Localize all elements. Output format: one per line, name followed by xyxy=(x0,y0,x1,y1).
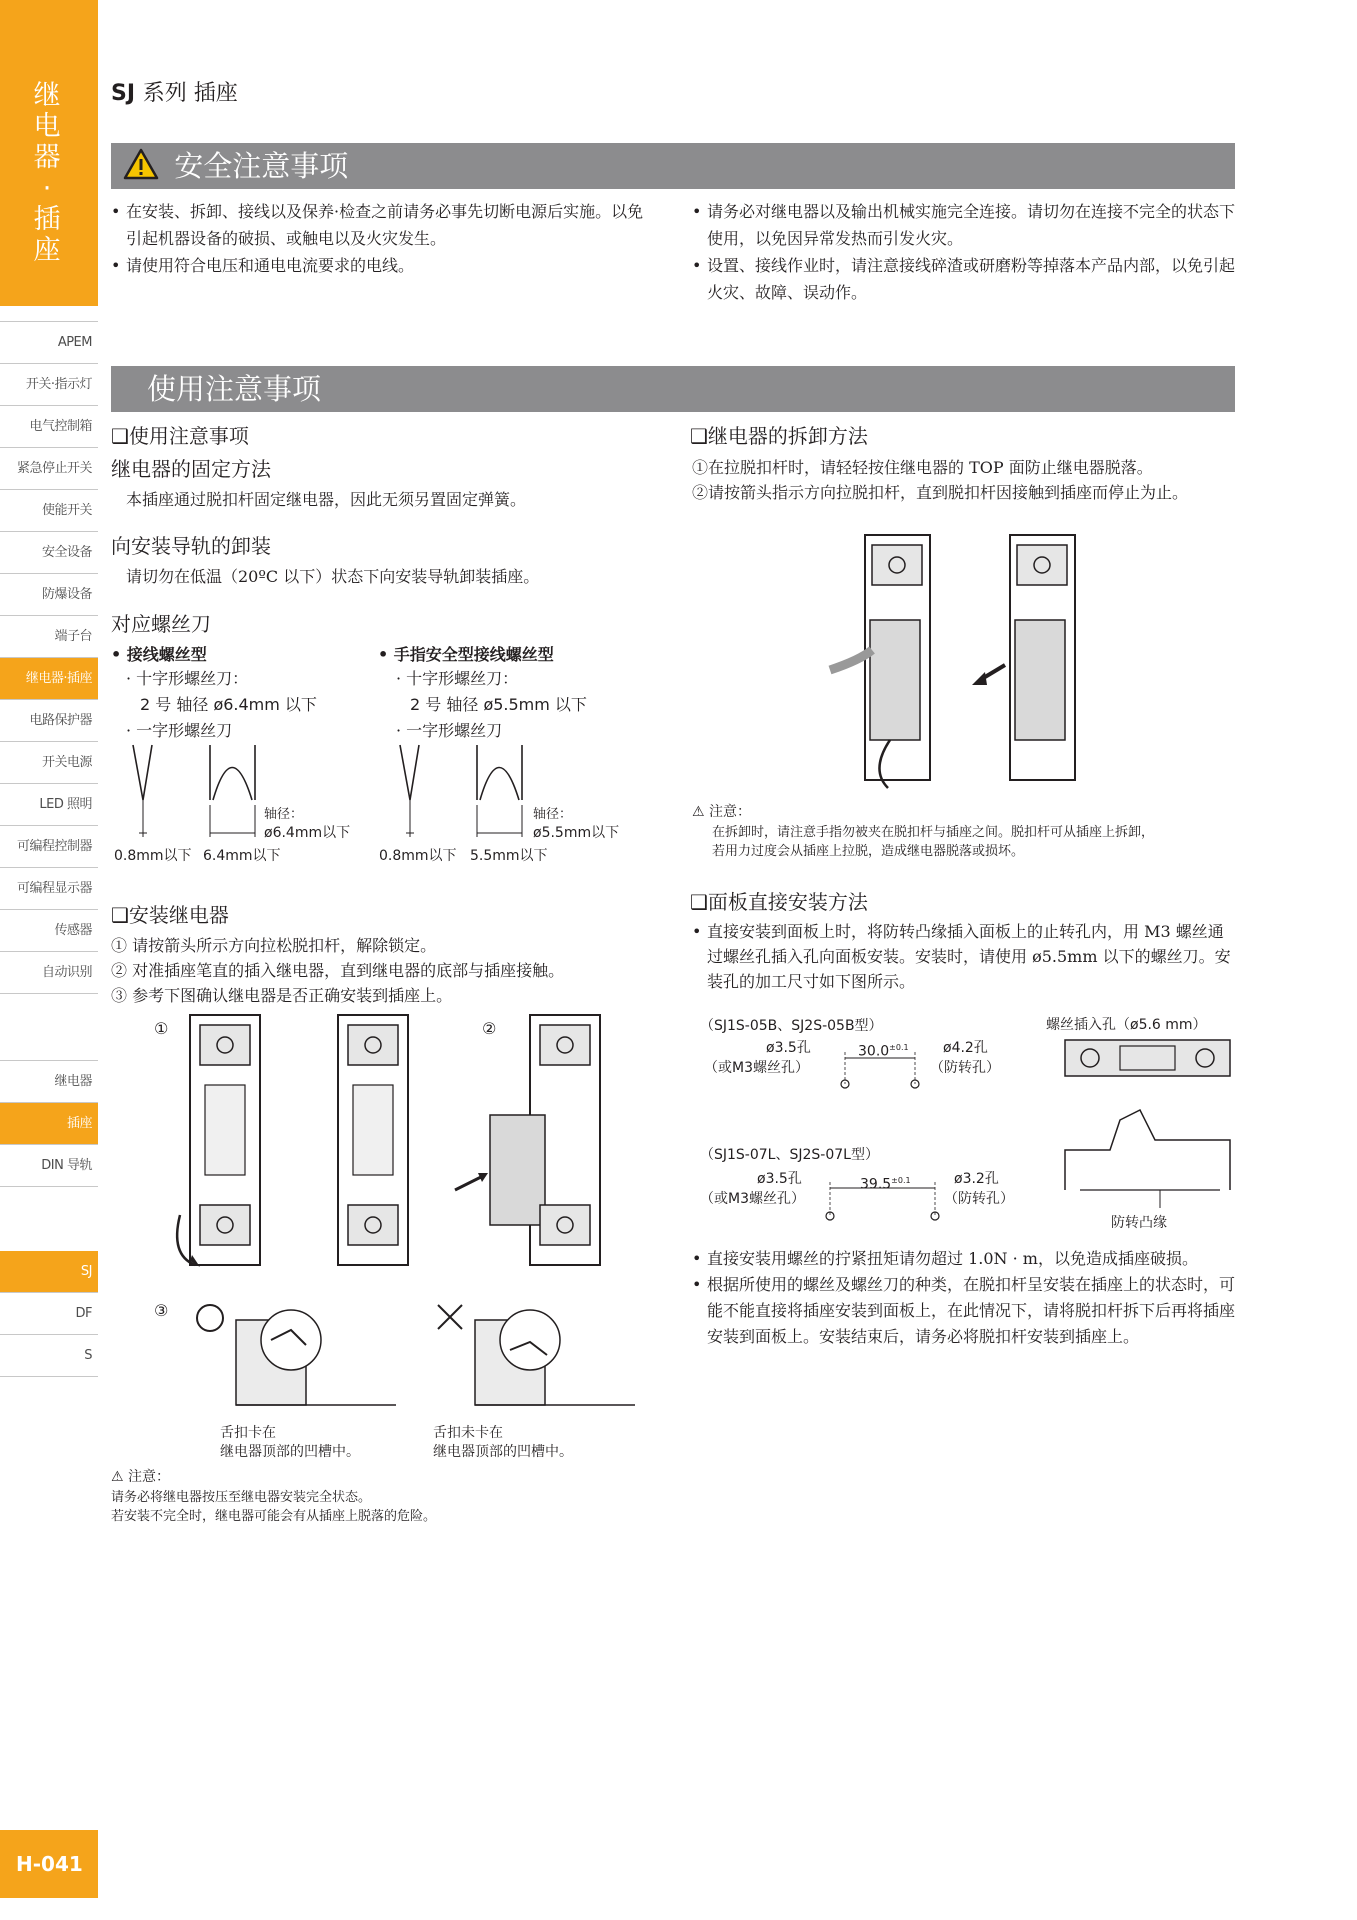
dim2-distance: $39.5^{\pm 0.1}$ xyxy=(860,1176,911,1193)
sidebar-item[interactable]: APEM xyxy=(0,322,98,364)
sidebar-item[interactable]: DIN 导轨 xyxy=(0,1145,98,1187)
sidebar-item[interactable]: DF xyxy=(0,1293,98,1335)
dim2-model: （SJ1S-07L、SJ2S-07L型） xyxy=(700,1147,879,1163)
driver-b-line1: · 十字形螺丝刀： xyxy=(396,669,519,688)
driver-a-line3: · 一字形螺丝刀 xyxy=(126,721,233,740)
driver-b-line2: 2 号 轴径 ø5.5mm 以下 xyxy=(410,695,587,714)
usage-heading-band xyxy=(111,366,1235,412)
list-item: • 请使用符合电压和通电电流要求的电线。 xyxy=(111,252,651,279)
dim2-hole-right-note: （防转孔） xyxy=(944,1191,1014,1207)
figure-mark-2: ② xyxy=(482,1019,497,1038)
sidebar-item[interactable]: 插座 xyxy=(0,1103,98,1145)
sidebar-item[interactable]: 端子台 xyxy=(0,616,98,658)
figure-mark-3: ③ xyxy=(154,1301,169,1320)
driver-a-axis-val: ø6.4mm以下 xyxy=(264,825,351,841)
sidebar-item[interactable]: 电气控制箱 xyxy=(0,406,98,448)
flange-label: 防转凸缘 xyxy=(1111,1215,1167,1231)
socket-panel-illustration xyxy=(1060,1040,1240,1230)
sidebar-item[interactable]: 继电器 xyxy=(0,1061,98,1103)
sidebar-item[interactable]: 开关·指示灯 xyxy=(0,364,98,406)
sidebar-item[interactable]: 防爆设备 xyxy=(0,574,98,616)
dim1-distance: $30.0^{\pm 0.1}$ xyxy=(858,1043,909,1060)
fix-text: 本插座通过脱扣杆固定继电器，因此无须另置固定弹簧。 xyxy=(126,490,527,509)
dim1-hole-right: ø4.2孔 xyxy=(943,1040,988,1056)
sidebar-item[interactable]: 开关电源 xyxy=(0,742,98,784)
sidebar-item[interactable]: 自动识别 xyxy=(0,952,98,994)
sidebar-item[interactable]: 继电器·插座 xyxy=(0,658,98,700)
page-title: SJ 系列 插座 xyxy=(111,81,238,106)
safety-right-list xyxy=(692,198,1237,306)
check-ok-caption: 舌扣卡在 继电器顶部的凹槽中。 xyxy=(220,1425,360,1460)
check-ng-caption: 舌扣未卡在 继电器顶部的凹槽中。 xyxy=(433,1425,573,1460)
sidebar-item[interactable]: 传感器 xyxy=(0,910,98,952)
removal-step: ①在拉脱扣杆时，请轻轻按住继电器的 TOP 面防止继电器脱落。 xyxy=(692,458,1153,477)
sidebar-item[interactable]: 紧急停止开关 xyxy=(0,448,98,490)
dim1-model: （SJ1S-05B、SJ2S-05B型） xyxy=(700,1018,883,1034)
install-step: ① 请按箭头所示方向拉松脱扣杆，解除锁定。 xyxy=(111,936,437,955)
panel-intro: • 直接安装到面板上时，将防转凸缘插入面板上的止转孔内，用 M3 螺丝通过螺丝孔插入孔向面板安装。安装时，请使用 ø5.5mm 以下的螺丝刀。安装孔的加工尺寸如下图所示。 xyxy=(692,919,1237,994)
driver-a-width: 6.4mm以下 xyxy=(203,848,281,864)
driver-b-heading: • 手指安全型接线螺丝型 xyxy=(378,645,554,664)
driver-a-line1: · 十字形螺丝刀： xyxy=(126,669,249,688)
install-title: ❑安装继电器 xyxy=(111,903,229,927)
series-nav xyxy=(0,1251,98,1377)
driver-a-line2: 2 号 轴径 ø6.4mm 以下 xyxy=(140,695,317,714)
install-steps xyxy=(111,933,671,1008)
install-note: 请务必将继电器按压至继电器安装完全状态。 若安装不完全时，继电器可能会有从插座上脱落的危险。 xyxy=(111,1490,437,1524)
dim1-hole-left-note: （或M3螺丝孔） xyxy=(704,1060,809,1076)
safety-heading-band xyxy=(111,143,1235,189)
product-nav xyxy=(0,321,98,994)
list-item: • 设置、接线作业时，请注意接线碎渣或研磨粉等掉落本产品内部，以免引起火灾、故障、误动作。 xyxy=(692,252,1237,306)
sidebar-item[interactable]: S xyxy=(0,1335,98,1377)
removal-step: ②请按箭头指示方向拉脱扣杆，直到脱扣杆因接触到插座而停止为止。 xyxy=(692,483,1189,502)
safety-heading: 安全注意事项 xyxy=(174,149,349,183)
socket-ready-illustration xyxy=(318,1015,428,1265)
figure-mark-1: ① xyxy=(154,1019,169,1038)
driver-b-width: 5.5mm以下 xyxy=(470,848,548,864)
sub-category-nav xyxy=(0,1060,98,1187)
list-item: • 在安装、拆卸、接线以及保养·检查之前请务必事先切断电源后实施。以免引起机器设备的破损、或触电以及火灾发生。 xyxy=(111,198,651,252)
check-ok-illustration xyxy=(196,1300,446,1410)
warning-icon: ⚠ xyxy=(111,1469,124,1485)
dim2-drawing xyxy=(810,1180,960,1225)
panel-title: ❑面板直接安装方法 xyxy=(690,890,868,914)
rail-title: 向安装导轨的卸装 xyxy=(111,534,271,558)
dim1-hole-left: ø3.5孔 xyxy=(766,1040,811,1056)
sidebar-item[interactable]: SJ xyxy=(0,1251,98,1293)
page-number: H-041 xyxy=(0,1830,98,1898)
rail-text: 请切勿在低温（20ºC 以下）状态下向安装导轨卸装插座。 xyxy=(126,567,540,586)
usage-subheading: ❑使用注意事项 xyxy=(111,424,249,448)
relay-insert-illustration xyxy=(450,1015,620,1275)
dim2-hole-right: ø3.2孔 xyxy=(954,1171,999,1187)
driver-a-tip: 0.8mm以下 xyxy=(114,848,192,864)
removal-note: 在拆卸时，请注意手指勿被夹在脱扣杆与插座之间。脱扣杆可从插座上拆卸， 若用力过度会从插座上拉脱，造成继电器脱落或损坏。 xyxy=(712,825,1155,859)
driver-b-axis-val: ø5.5mm以下 xyxy=(533,825,620,841)
removal-note-label: ⚠ 注意： xyxy=(692,804,752,820)
driver-title: 对应螺丝刀 xyxy=(111,612,211,636)
list-item: • 根据所使用的螺丝及螺丝刀的种类，在脱扣杆呈安装在插座上的状态时，可能不能直接将插座安装到面板上，在此情况下，请将脱扣杆拆下后再将插座安装到面板上。安装结束后，请务必将脱扣杆安装到插座上。 xyxy=(692,1272,1237,1350)
dim2-hole-left: ø3.5孔 xyxy=(757,1171,802,1187)
sidebar-item[interactable]: 可编程控制器 xyxy=(0,826,98,868)
safety-left-list xyxy=(111,198,651,279)
sidebar-item[interactable]: 电路保护器 xyxy=(0,700,98,742)
panel-bullets xyxy=(692,1246,1237,1350)
driver-b-tip: 0.8mm以下 xyxy=(379,848,457,864)
install-note-label: ⚠ 注意： xyxy=(111,1469,171,1485)
driver-b-axis: 轴径： xyxy=(533,807,573,822)
sidebar-item[interactable]: LED 照明 xyxy=(0,784,98,826)
install-step: ③ 参考下图确认继电器是否正确安装到插座上。 xyxy=(111,986,453,1005)
dim1-drawing xyxy=(820,1050,940,1090)
driver-a-axis: 轴径： xyxy=(264,807,304,822)
list-item: • 请务必对继电器以及输出机械实施完全连接。请切勿在连接不完全的状态下使用，以免因异常发热而引发火灾。 xyxy=(692,198,1237,252)
warning-icon xyxy=(123,148,159,180)
install-step: ② 对准插座笔直的插入继电器，直到继电器的底部与插座接触。 xyxy=(111,961,565,980)
removal-steps xyxy=(692,455,1237,505)
screw-hole-label: 螺丝插入孔（ø5.6 mm） xyxy=(1046,1017,1207,1033)
usage-heading: 使用注意事项 xyxy=(147,372,322,406)
dim1-hole-right-note: （防转孔） xyxy=(930,1060,1000,1076)
dim2-hole-left-note: （或M3螺丝孔） xyxy=(700,1191,805,1207)
fix-title: 继电器的固定方法 xyxy=(111,457,271,481)
removal-title: ❑继电器的拆卸方法 xyxy=(690,424,868,448)
category-label: 继电器·插座 xyxy=(33,80,61,266)
sidebar-item[interactable]: 安全设备 xyxy=(0,532,98,574)
driver-b-line3: · 一字形螺丝刀 xyxy=(396,721,503,740)
driver-a-heading: • 接线螺丝型 xyxy=(111,645,207,664)
sidebar-item[interactable]: 可编程显示器 xyxy=(0,868,98,910)
sidebar-item[interactable]: 使能开关 xyxy=(0,490,98,532)
socket-lever-open-illustration xyxy=(170,1015,280,1265)
check-ng-illustration xyxy=(435,1300,685,1410)
category-tab xyxy=(0,0,98,306)
list-item: • 直接安装用螺丝的拧紧扭矩请勿超过 1.0N · m，以免造成插座破损。 xyxy=(692,1246,1237,1272)
warning-icon: ⚠ xyxy=(692,804,705,820)
relay-removal-illustration xyxy=(820,530,1120,790)
